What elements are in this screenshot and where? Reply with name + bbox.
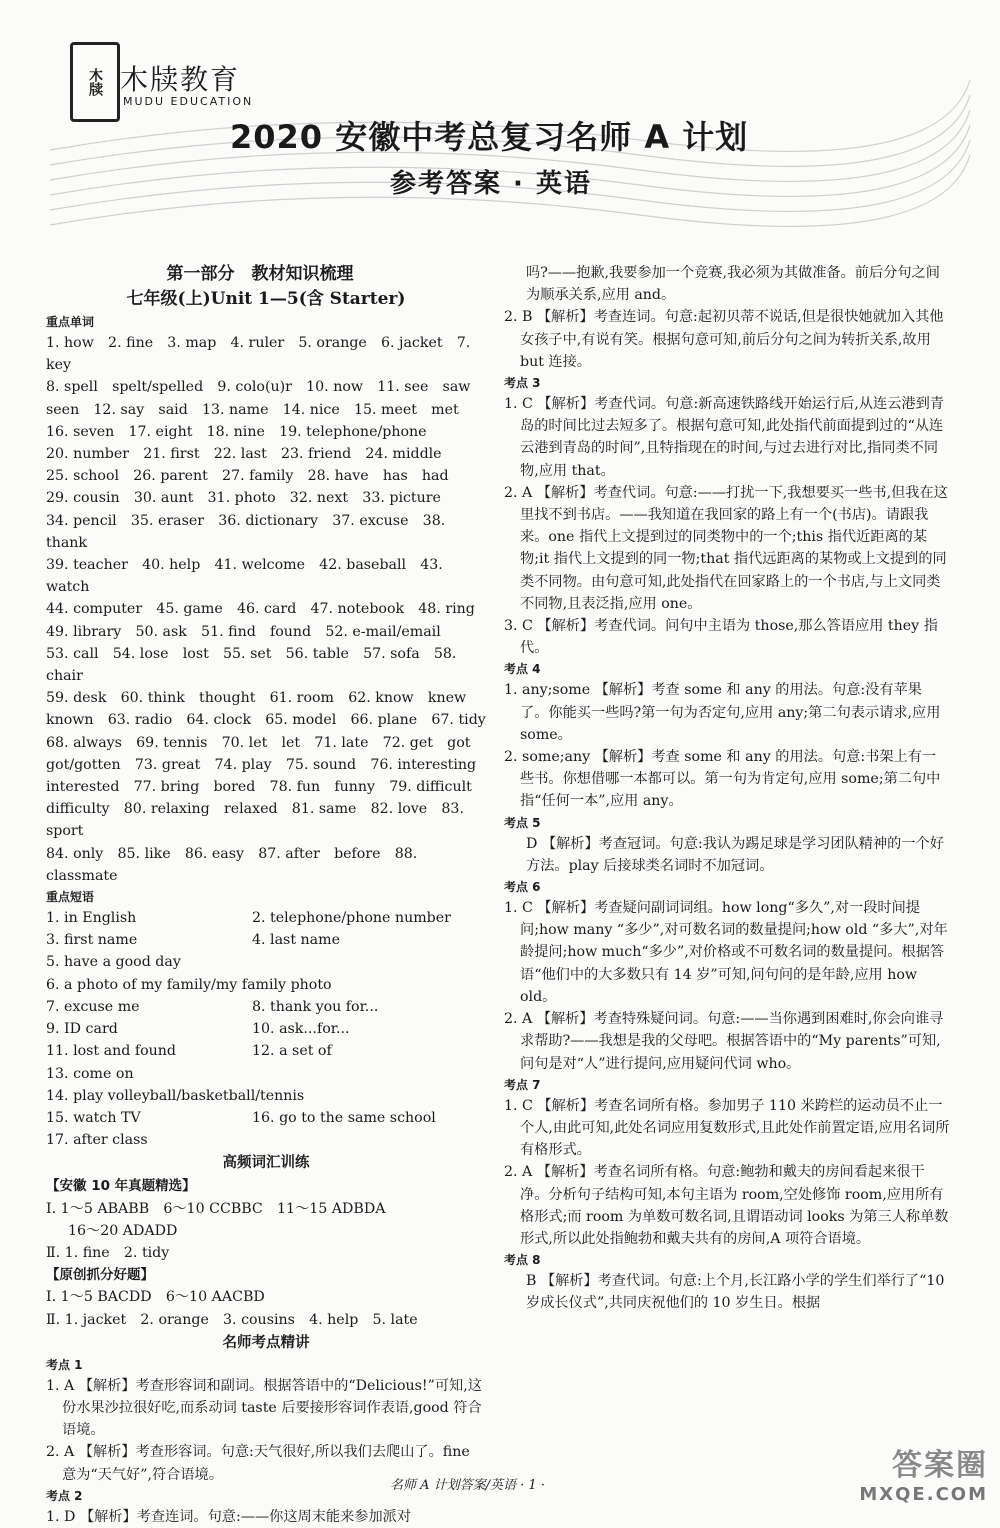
kp-label: 考点 6 <box>504 880 541 895</box>
kp-label: 考点 2 <box>46 1488 83 1503</box>
section-title: 名师考点精讲 <box>222 1334 310 1351</box>
vocab-line: 44. computer 45. game 46. card 47. notebook 48. ring <box>46 601 475 618</box>
phrase-row <box>46 1085 486 1107</box>
kp-answer: 2. A 【解析】考查形容词。句意:天气很好,所以我们去爬山了。fine 意为“天气好”,符合语境。 <box>46 1444 470 1483</box>
phrase: 1. in English <box>46 910 137 927</box>
brand-name-en: MUDU EDUCATION <box>123 95 254 108</box>
phrase: 6. a photo of my family/my family photo <box>46 976 332 993</box>
vocab-line: 8. spell spelt/spelled 9. colo(u)r 10. now 11. see saw <box>46 379 471 396</box>
brand-logo <box>70 42 120 122</box>
phrase-row <box>46 974 486 996</box>
vocab-line: 84. only 85. like 86. easy 87. after before 88. classmate <box>46 845 418 884</box>
vocab-line: seen 12. say said 13. name 14. nice 15. meet met <box>46 401 459 418</box>
vocab-line: difficulty 80. relaxing relaxed 81. same 82. love 83. sport <box>46 801 464 840</box>
vocab-line: 53. call 54. lose lost 55. set 56. table 57. sofa 58. chair <box>46 645 457 685</box>
kp-answer: 1. C 【解析】考查疑问副词词组。how long“多久”,对一段时间提问;how many “多少”,对可数名词的数量提问;how old “多大”,对年龄提问;how much“多少”,对价格或不可数名词的数量提问。根据答语“他们中的大多数只有 14 岁”可知,问句问的是年龄,应用 how old。 <box>504 900 948 1005</box>
phrase: 12. a set of <box>252 1043 332 1060</box>
section-heading: 【安徽 10 年真题精选】 <box>46 1178 196 1195</box>
phrase: 2. telephone/phone number <box>252 910 451 927</box>
phrase: 11. lost and found <box>46 1043 176 1060</box>
vocab-line: 39. teacher 40. help 41. welcome 42. baseball 43. watch <box>46 557 443 596</box>
kp-answer: 1. C 【解析】考查代词。句意:新高速铁路线开始运行后,从连云港到青岛的时间比过去短多了。根据句意可知,此处指代前面提到过的“从连云港到青岛的时间”,且特指现在的时间,与过去进行对比,指同类不同物,应用 that。 <box>504 396 944 479</box>
right-column <box>504 262 950 1315</box>
vocab-line: 34. pencil 35. eraser 36. dictionary 37. excuse 38. thank <box>46 512 446 551</box>
phrase-row <box>46 1040 486 1062</box>
unit-title: 七年级(上)Unit 1—5(含 Starter) <box>126 289 406 309</box>
watermark-url: MXQE.COM <box>859 1484 988 1505</box>
phrase-row <box>46 1063 486 1085</box>
section-title: 高频词汇训练 <box>222 1155 310 1172</box>
vocab-line: known 63. radio 64. clock 65. model 66. plane 67. tidy <box>46 712 486 729</box>
answer-line: Ⅰ. 1～5 ABABB 6～10 CCBBC 11～15 ADBDA <box>46 1200 386 1217</box>
vocab-list <box>46 332 486 887</box>
kp-answer: 1. D 【解析】考查连词。句意:——你这周末能来参加派对 <box>46 1508 412 1525</box>
brand-name: 木牍教育 <box>120 63 241 96</box>
phrase: 14. play volleyball/basketball/tennis <box>46 1087 305 1104</box>
phrase: 13. come on <box>46 1065 134 1082</box>
phrase: 8. thank you for... <box>252 998 379 1015</box>
left-column <box>46 262 486 1528</box>
phrase-row <box>46 1129 486 1151</box>
phrase: 3. first name <box>46 932 138 949</box>
kp-answer: 2. A 【解析】考查特殊疑问词。句意:——当你遇到困难时,你会向谁寻求帮助?——我想是我的父母吧。根据答语中的“My parents”可知,问句是对“人”进行提问,应用疑问代词 who。 <box>504 1011 944 1072</box>
part-title: 第一部分 教材知识梳理 <box>166 264 354 284</box>
phrase-row <box>46 951 486 973</box>
phrase-row <box>46 1018 486 1040</box>
phrase-row <box>46 907 486 929</box>
phrase: 4. last name <box>252 932 340 949</box>
vocab-line: interested 77. bring bored 78. fun funny 79. difficult <box>46 779 472 796</box>
phrase: 9. ID card <box>46 1021 118 1038</box>
phrase-row <box>46 929 486 951</box>
phrase-label: 重点短语 <box>46 890 95 905</box>
phrase: 7. excuse me <box>46 998 140 1015</box>
vocab-line: 1. how 2. fine 3. map 4. ruler 5. orange 6. jacket 7. key <box>46 335 471 374</box>
vocab-line: 49. library 50. ask 51. find found 52. e-mail/email <box>46 623 441 640</box>
watermark-text: 答案圈 <box>892 1448 988 1483</box>
vocab-line: 68. always 69. tennis 70. let let 71. late 72. get got <box>46 734 471 751</box>
page-title: 2020 安徽中考总复习名师 A 计划 <box>230 118 749 156</box>
section-heading: 【原创抓分好题】 <box>46 1267 154 1284</box>
answer-line: Ⅰ. 1～5 BACDD 6～10 AACBD <box>46 1289 265 1306</box>
phrase: 5. have a good day <box>46 954 181 971</box>
kp-answer: 1. C 【解析】考查名词所有格。参加男子 110 米跨栏的运动员不止一个人,由此可知,此处名词应用复数形式,且此处作前置定语,应用名词所有格形式。 <box>504 1097 950 1159</box>
kp-label: 考点 4 <box>504 662 541 677</box>
phrase-row <box>46 1107 486 1129</box>
answer-line: Ⅱ. 1. fine 2. tidy <box>46 1244 170 1261</box>
watermark <box>808 1440 988 1505</box>
kp-answer-cont: 吗?——抱歉,我要参加一个竞赛,我必须为其做准备。前后分句之间为顺承关系,应用 and。 <box>526 265 940 304</box>
phrase-list <box>46 907 486 1151</box>
kp-label: 考点 1 <box>46 1357 83 1372</box>
vocab-label: 重点单词 <box>46 315 95 329</box>
answer-line: Ⅱ. 1. jacket 2. orange 3. cousins 4. help 5. late <box>46 1311 418 1328</box>
phrase-row <box>46 996 486 1018</box>
vocab-line: 20. number 21. first 22. last 23. friend 24. middle <box>46 446 442 463</box>
kp-answer: B 【解析】考查代词。句意:上个月,长江路小学的学生们举行了“10 岁成长仪式”,共同庆祝他们的 10 岁生日。根据 <box>526 1273 945 1312</box>
phrase: 17. after class <box>46 1132 148 1149</box>
kp-answer: 1. A 【解析】考查形容词和副词。根据答语中的“Delicious!”可知,这份水果沙拉很好吃,而系动词 taste 后要接形容词作表语,good 符合语境。 <box>46 1377 482 1439</box>
kp-label: 考点 3 <box>504 376 541 391</box>
kp-answer: D 【解析】考查冠词。句意:我认为踢足球是学习团队精神的一个好方法。play 后接球类名词时不加冠词。 <box>526 835 944 874</box>
kp-label: 考点 5 <box>504 815 541 830</box>
vocab-line: 25. school 26. parent 27. family 28. have has had <box>46 468 449 485</box>
phrase: 16. go to the same school <box>252 1109 436 1126</box>
kp-label: 考点 7 <box>504 1077 541 1092</box>
page-subtitle: 参考答案 · 英语 <box>390 169 592 199</box>
kp-answer: 2. A 【解析】考查名词所有格。句意:鲍勃和戴夫的房间看起来很干净。分析句子结构可知,本句主语为 room,空处修饰 room,应用所有格形式;而 room 为单数可数名词,且谓语动词 looks 为第三人称单数形式,所以此处指鲍勃和戴夫共有的房间,A 项符合语境。 <box>504 1164 949 1247</box>
kp-answer: 3. C 【解析】考查代词。问句中主语为 those,那么答语应用 they 指代。 <box>504 618 938 657</box>
vocab-line: got/gotten 73. great 74. play 75. sound 76. interesting <box>46 756 477 773</box>
kp-answer: 1. any;some 【解析】考查 some 和 any 的用法。句意:没有苹果了。你能买一些吗?第一句为否定句,应用 any;第二句表示请求,应用 some。 <box>504 682 941 743</box>
vocab-line: 59. desk 60. think thought 61. room 62. know knew <box>46 690 467 707</box>
phrase: 10. ask...for... <box>252 1021 350 1038</box>
page-footer: 名师 A 计划答案/英语 · 1 · <box>390 1478 545 1493</box>
vocab-line: 16. seven 17. eight 18. nine 19. telephone/phone <box>46 423 427 440</box>
logo-glyph: 木牍 <box>87 68 103 96</box>
kp-answer: 2. A 【解析】考查代词。句意:——打扰一下,我想要买一些书,但我在这里找不到书店。——我知道在我回家的路上有一个(书店)。请跟我来。one 指代上文提到过的同类物中的一个;this 指代近距离的某物;it 指代上文提到的同一物;that 指代远距离的某物或上文提到的同类不同物。由句意可知,此处指代在回家路上的一个书店,与上文同类不同物,且表泛指,应用 one。 <box>504 484 948 612</box>
kp-answer: 2. B 【解析】考查连词。句意:起初贝蒂不说话,但是很快她就加入其他女孩子中,有说有笑。根据句意可知,前后分句之间为转折关系,故用 but 连接。 <box>504 309 944 370</box>
vocab-line: 29. cousin 30. aunt 31. photo 32. next 33. picture <box>46 490 441 507</box>
kp-answer: 2. some;any 【解析】考查 some 和 any 的用法。句意:书架上有一些书。你想借哪一本都可以。第一句为肯定句,应用 some;第二句中指“任何一本”,应用 any。 <box>504 749 941 810</box>
kp-label: 考点 8 <box>504 1253 541 1268</box>
answer-line: 16～20 ADADD <box>68 1222 178 1239</box>
phrase: 15. watch TV <box>46 1109 141 1126</box>
